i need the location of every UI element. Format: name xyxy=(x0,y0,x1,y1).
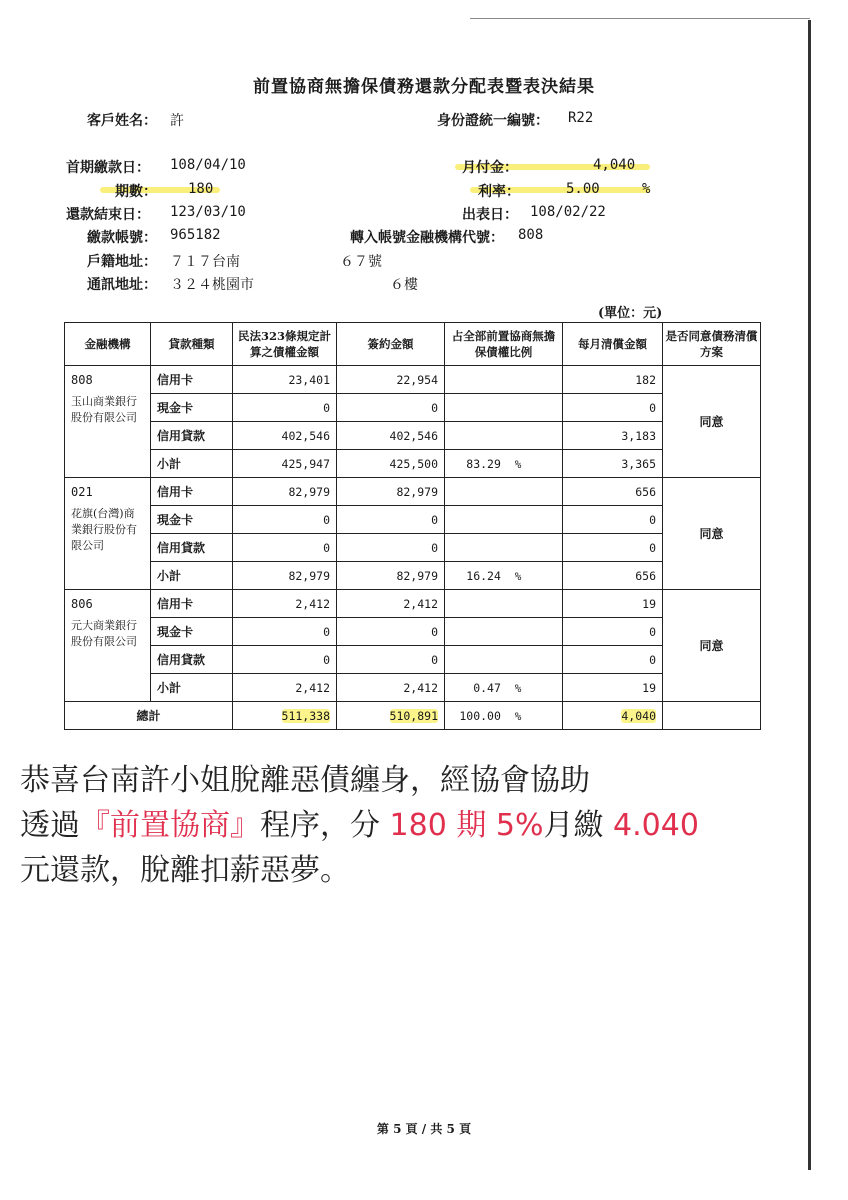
table-row xyxy=(65,674,761,702)
monthly-cell: 0 xyxy=(563,646,663,674)
monthly-label: 月付金： xyxy=(462,160,518,176)
monthly-cell: 3,183 xyxy=(563,422,663,450)
congrats-line-1: 恭喜台南許小姐脫離惡債纏身，經協會協助 xyxy=(20,763,590,798)
loan-type-cell: 現金卡 xyxy=(151,394,233,422)
table-row xyxy=(65,562,761,590)
total-row xyxy=(65,702,761,730)
contract-cell: 402,546 xyxy=(337,422,445,450)
total-monthly: 4,040 xyxy=(563,702,663,730)
ratio-cell: 16.24 % xyxy=(445,562,563,590)
contract-cell: 22,954 xyxy=(337,366,445,394)
total-contract: 510,891 xyxy=(337,702,445,730)
table-row xyxy=(65,394,761,422)
claim-cell: 0 xyxy=(233,394,337,422)
end-date-label: 還款結束日： xyxy=(66,207,150,223)
loan-type-cell: 小計 xyxy=(151,450,233,478)
bank-cell xyxy=(65,590,151,702)
contract-cell: 425,500 xyxy=(337,450,445,478)
mail-value: ３２４桃園市 xyxy=(170,277,254,293)
end-date-value: 123/03/10 xyxy=(170,204,246,220)
id-value: R22 xyxy=(568,110,594,126)
header-ratio: 占全部前置協商無擔保債權比例 xyxy=(445,323,563,366)
total-agree-empty xyxy=(663,702,761,730)
contract-cell: 2,412 xyxy=(337,674,445,702)
bank-cell xyxy=(65,366,151,478)
issue-date-label: 出表日： xyxy=(462,207,518,223)
header-institution: 金融機構 xyxy=(65,323,151,366)
monthly-cell: 182 xyxy=(563,366,663,394)
claim-cell: 402,546 xyxy=(233,422,337,450)
monthly-cell: 0 xyxy=(563,534,663,562)
ratio-cell xyxy=(445,478,563,506)
claim-cell: 0 xyxy=(233,506,337,534)
table-row xyxy=(65,534,761,562)
total-ratio: 100.00 % xyxy=(445,702,563,730)
loan-type-cell: 信用卡 xyxy=(151,478,233,506)
claim-cell: 82,979 xyxy=(233,478,337,506)
claim-cell: 425,947 xyxy=(233,450,337,478)
ratio-cell: 83.29 % xyxy=(445,450,563,478)
rate-label: 利率： xyxy=(478,184,520,200)
monthly-cell: 3,365 xyxy=(563,450,663,478)
table-row xyxy=(65,590,761,618)
header-loan-type: 貸款種類 xyxy=(151,323,233,366)
loan-type-cell: 現金卡 xyxy=(151,618,233,646)
claim-cell: 0 xyxy=(233,618,337,646)
header-contract-amount: 簽約金額 xyxy=(337,323,445,366)
scan-edge-right xyxy=(808,20,811,1170)
unit-note: (單位：元) xyxy=(598,306,663,321)
header-monthly: 每月清償金額 xyxy=(563,323,663,366)
monthly-cell: 19 xyxy=(563,674,663,702)
contract-cell: 82,979 xyxy=(337,562,445,590)
account-value: 965182 xyxy=(170,227,221,243)
household-value-2: ６７號 xyxy=(340,254,382,270)
table-row xyxy=(65,366,761,394)
periods-label: 期數： xyxy=(115,184,157,200)
scan-edge-top xyxy=(470,18,810,19)
total-label: 總計 xyxy=(65,702,233,730)
ratio-cell xyxy=(445,534,563,562)
claim-cell: 0 xyxy=(233,646,337,674)
mail-value-2: ６樓 xyxy=(390,277,418,293)
table-row xyxy=(65,478,761,506)
contract-cell: 0 xyxy=(337,646,445,674)
table-row xyxy=(65,422,761,450)
first-payment-value: 108/04/10 xyxy=(170,157,246,173)
loan-type-cell: 信用卡 xyxy=(151,590,233,618)
document-title: 前置協商無擔保債務還款分配表暨表決結果 xyxy=(253,77,595,97)
periods-value: 180 xyxy=(188,181,214,197)
monthly-cell: 19 xyxy=(563,590,663,618)
allocation-table xyxy=(64,322,761,730)
monthly-cell: 0 xyxy=(563,618,663,646)
agree-cell: 同意 xyxy=(663,478,761,590)
table-header-row xyxy=(65,323,761,366)
contract-cell: 0 xyxy=(337,394,445,422)
monthly-value: 4,040 xyxy=(593,157,636,173)
monthly-cell: 0 xyxy=(563,394,663,422)
contract-cell: 0 xyxy=(337,506,445,534)
bank-name: 元大商業銀行股份有限公司 xyxy=(71,619,137,648)
mail-label: 通訊地址： xyxy=(87,277,157,293)
congrats-line-2: 透過『前置協商』程序，分 180 期 5%月繳 4.040 xyxy=(20,808,699,843)
table-row xyxy=(65,506,761,534)
claim-cell: 23,401 xyxy=(233,366,337,394)
first-payment-label: 首期繳款日： xyxy=(66,160,150,176)
id-label: 身份證統一編號： xyxy=(437,113,549,129)
loan-type-cell: 信用貸款 xyxy=(151,646,233,674)
loan-type-cell: 現金卡 xyxy=(151,506,233,534)
bank-name: 玉山商業銀行股份有限公司 xyxy=(71,395,137,424)
header-agree: 是否同意債務清償方案 xyxy=(663,323,761,366)
loan-type-cell: 小計 xyxy=(151,674,233,702)
table-row xyxy=(65,618,761,646)
bank-code: 806 xyxy=(71,597,93,611)
customer-name-label: 客戶姓名： xyxy=(87,113,157,129)
ratio-cell: 0.47 % xyxy=(445,674,563,702)
rate-value: 5.00 xyxy=(566,181,600,197)
monthly-cell: 0 xyxy=(563,506,663,534)
bank-code: 021 xyxy=(71,485,93,499)
ratio-cell xyxy=(445,618,563,646)
ratio-cell xyxy=(445,506,563,534)
transfer-label: 轉入帳號金融機構代號： xyxy=(350,230,504,246)
congrats-line-3: 元還款，脫離扣薪惡夢。 xyxy=(20,853,350,888)
ratio-cell xyxy=(445,366,563,394)
household-value: ７１７台南 xyxy=(170,254,240,270)
monthly-cell: 656 xyxy=(563,478,663,506)
ratio-cell xyxy=(445,394,563,422)
contract-cell: 0 xyxy=(337,534,445,562)
claim-cell: 82,979 xyxy=(233,562,337,590)
loan-type-cell: 小計 xyxy=(151,562,233,590)
claim-cell: 2,412 xyxy=(233,590,337,618)
page-footer: 第 5 頁 / 共 5 頁 xyxy=(376,1122,472,1136)
monthly-cell: 656 xyxy=(563,562,663,590)
rate-unit: % xyxy=(642,181,651,197)
agree-cell: 同意 xyxy=(663,366,761,478)
claim-cell: 0 xyxy=(233,534,337,562)
ratio-cell xyxy=(445,590,563,618)
transfer-value: 808 xyxy=(518,227,544,243)
contract-cell: 82,979 xyxy=(337,478,445,506)
customer-name-value: 許 xyxy=(170,113,184,129)
table-row xyxy=(65,646,761,674)
total-claim: 511,338 xyxy=(233,702,337,730)
household-label: 戶籍地址： xyxy=(87,254,157,270)
loan-type-cell: 信用卡 xyxy=(151,366,233,394)
ratio-cell xyxy=(445,646,563,674)
bank-name: 花旗(台灣)商業銀行股份有限公司 xyxy=(71,507,137,552)
issue-date-value: 108/02/22 xyxy=(530,204,606,220)
header-claim-amount: 民法323條規定計算之債權金額 xyxy=(233,323,337,366)
account-label: 繳款帳號： xyxy=(87,230,157,246)
contract-cell: 0 xyxy=(337,618,445,646)
loan-type-cell: 信用貸款 xyxy=(151,422,233,450)
contract-cell: 2,412 xyxy=(337,590,445,618)
bank-cell xyxy=(65,478,151,590)
loan-type-cell: 信用貸款 xyxy=(151,534,233,562)
bank-code: 808 xyxy=(71,373,93,387)
congrats-message xyxy=(20,758,810,893)
agree-cell: 同意 xyxy=(663,590,761,702)
ratio-cell xyxy=(445,422,563,450)
claim-cell: 2,412 xyxy=(233,674,337,702)
table-row xyxy=(65,450,761,478)
